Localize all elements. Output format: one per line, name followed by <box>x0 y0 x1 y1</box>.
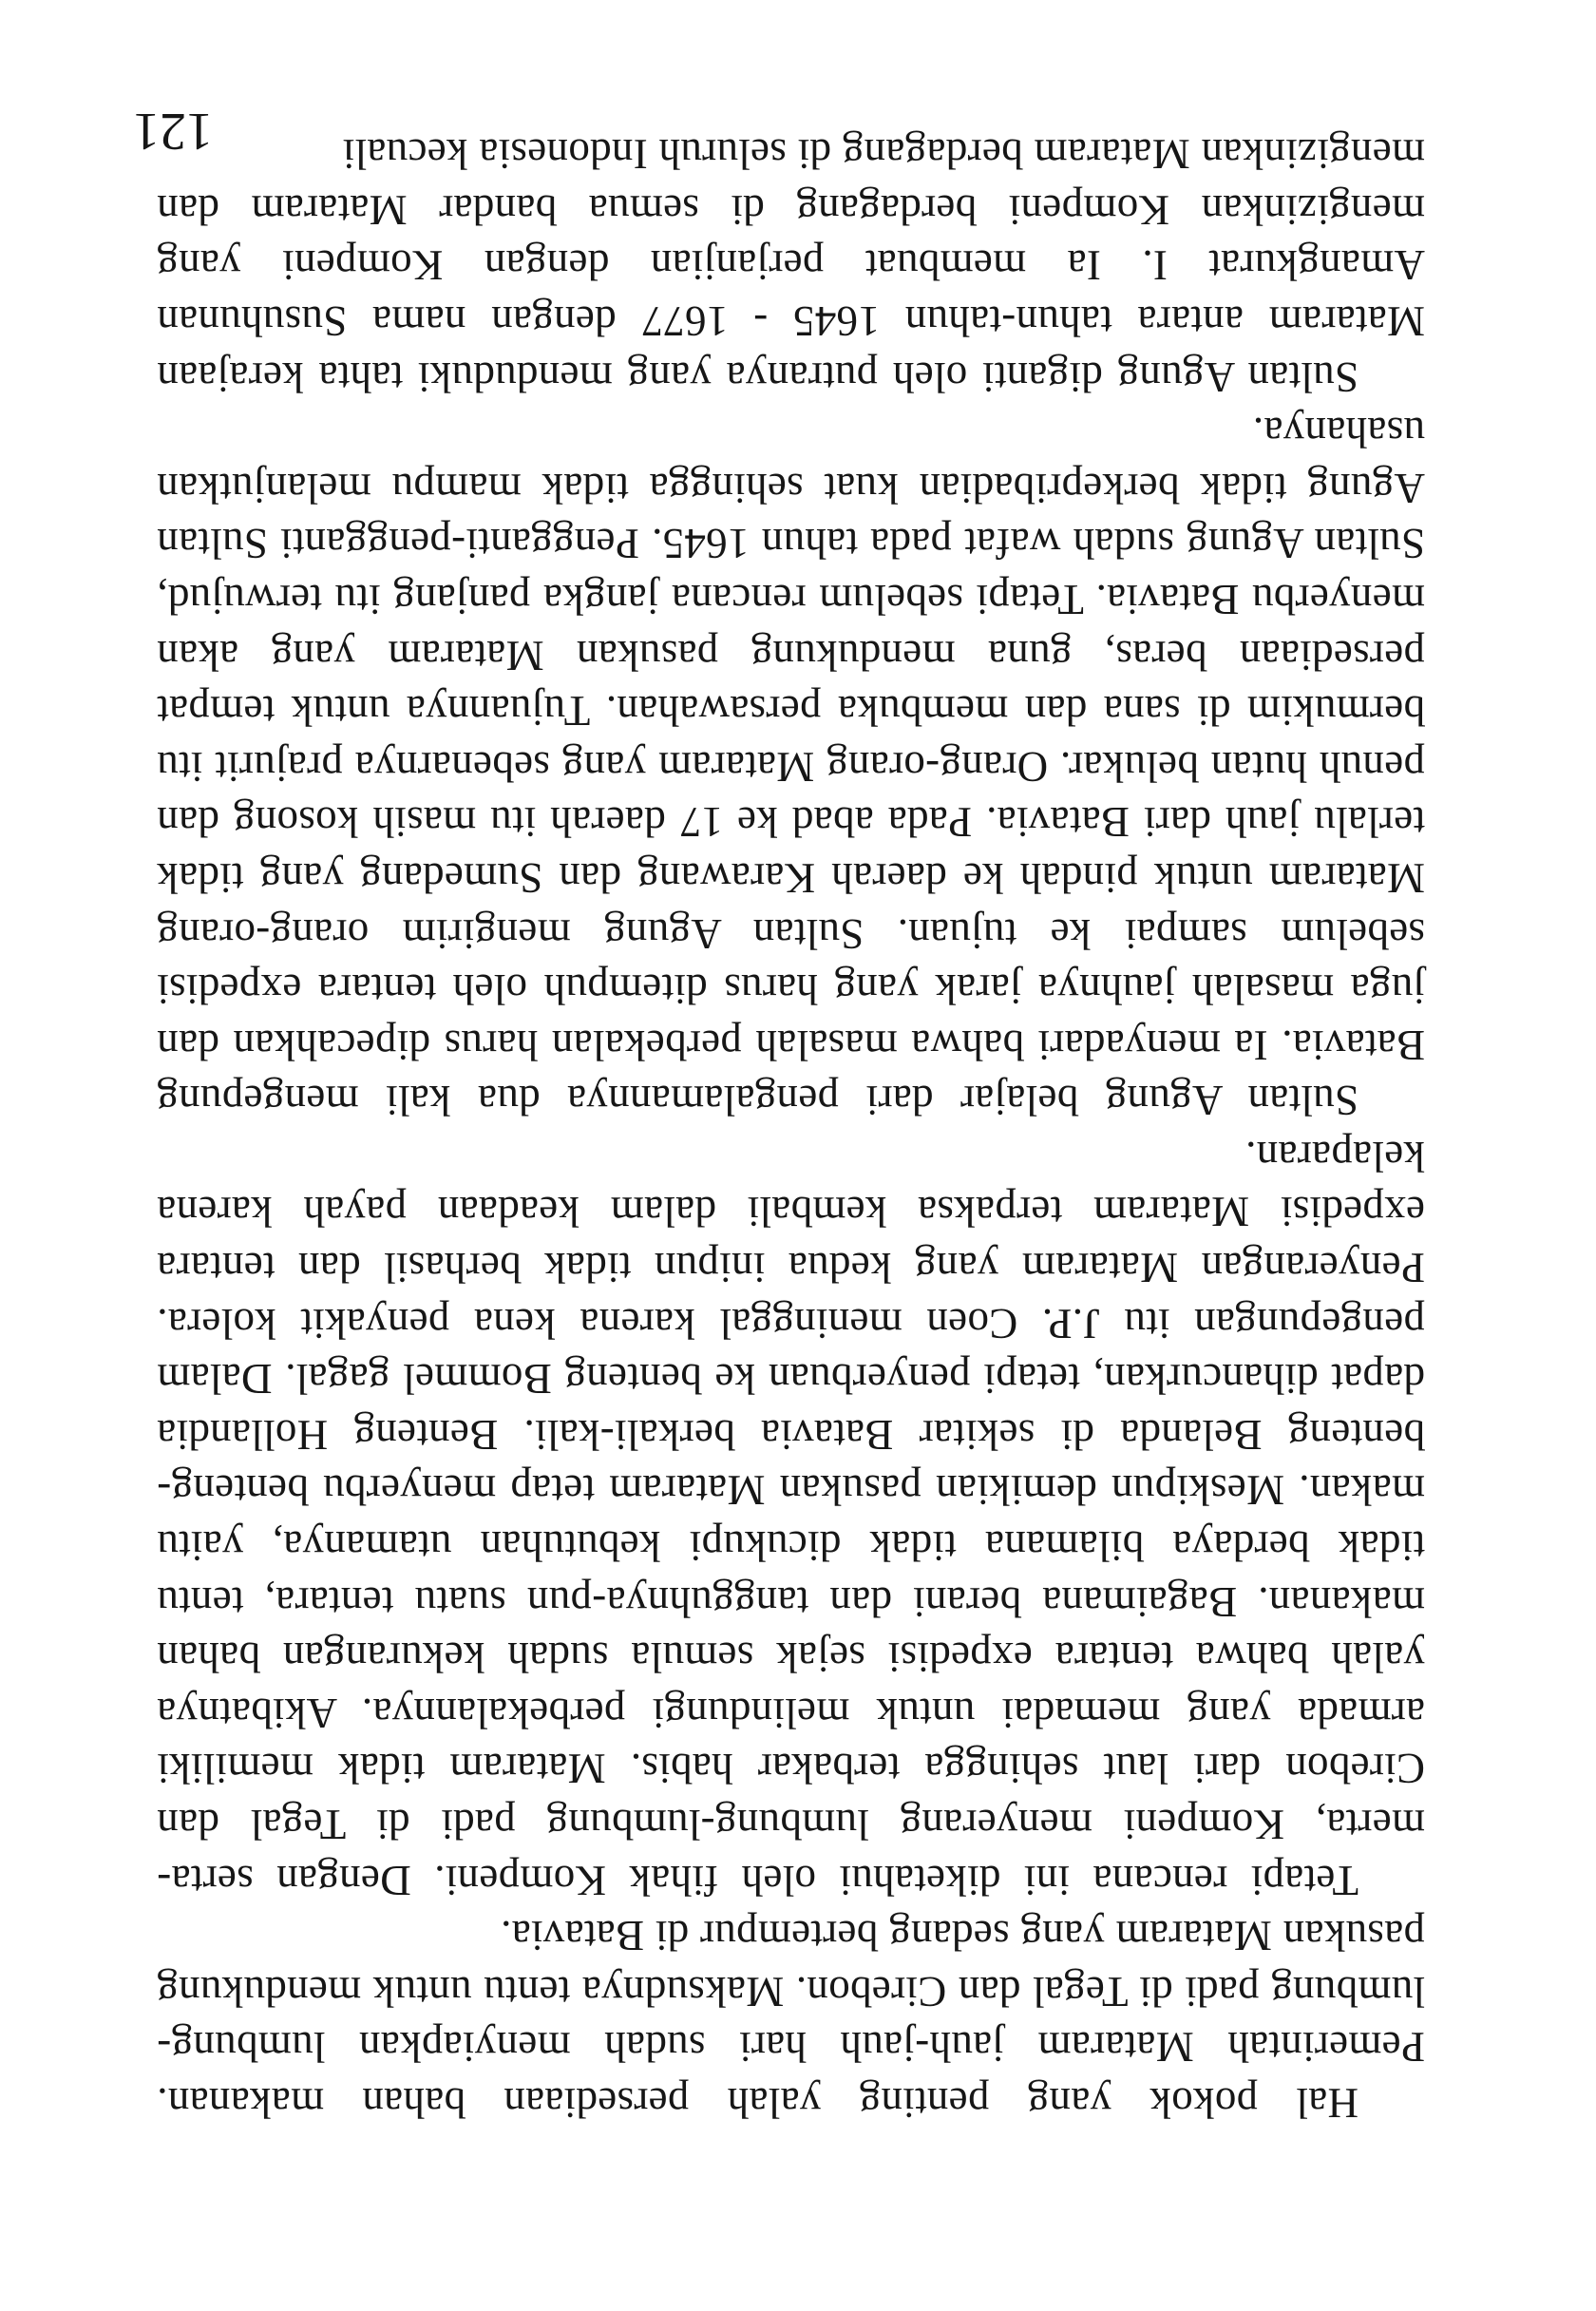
paragraph-3: Sultan Agung belajar dari pengalamannya dua kali mengepung Batavia. Ia menyadari bahwa masalah perbekalan harus dipecahkan dan juga masalah jauhnya jarak yang harus ditempuh oleh tentara expedisi sebelum sampai ke tujuan. Sultan Agung mengirim orang-orang Mataram untuk pindah ke daerah Karawang dan Sumedang yang tidak terlalu jauh dari Batavia. Pada abad ke 17 daerah itu masih kosong dan penuh hutan belukar. Orang-orang Mataram yang sebenarnya prajurit itu bermukim di sana dan membuka persawahan. Tujuannya untuk tempat persediaan beras, guna mendukung pasukan Mataram yang akan menyerbu Batavia. Tetapi sebelum rencana jangka panjang itu terwujud, Sultan Agung sudah wafat pada tahun 1645. Pengganti-pengganti Sultan Agung tidak berkepribadian kuat sehingga tidak mampu melanjutkan usahanya. <box>157 409 1425 1125</box>
paragraph-1: Hal pokok yang penting yalah persediaan bahan makanan. Pemerintah Mataram jauh-jauh hari sudah menyiapkan lumbung-lumbung padi di Tegal dan Cirebon. Maksudnya tentu untuk mendukung pasukan Mataram yang sedang bertempur di Batavia. <box>157 1912 1425 2127</box>
paragraph-4: Sultan Agung diganti oleh putranya yang menduduki tahta kerajaan Mataram antara tahun-tahun 1645 - 1677 dengan nama Susuhunan Amangkurat I. Ia membuat perjanjian dengan Kompeni yang mengizinkan Kompeni berdagang di semua bandar Mataram dan mengizinkan Mataram berdagang di seluruh Indonesia kecuali <box>157 130 1425 401</box>
page-number: 121 <box>133 102 213 161</box>
paragraph-2: Tetapi rencana ini diketahui oleh fihak Kompeni. Dengan serta-merta, Kompeni menyerang lumbung-lumbung padi di Tegal dan Cirebon dari laut sehingga terbakar habis. Mataram tidak memiliki armada yang memadai untuk melindungi perbekalannya. Akibatnya yalah bahwa tentara expedisi sejak semula sudah kekurangan bahan makanan. Bagaimana berani dan tangguhnya-pun suatu tentara, tentu tidak berdaya bilamana tidak dicukupi kebutuhan utamanya, yaitu makan. Meskipun demikian pasukan Mataram tetap menyerbu benteng-benteng Belanda di sekitar Batavia berkali-kali. Benteng Hollandia dapat dihancurkan, tetapi penyerbuan ke benteng Bommel gagal. Dalam pengepungan itu J.P. Coen meninggal karena kena penyakit kolera. Penyerangan Mataram yang kedua inipun tidak berhasil dan tentara expedisi Mataram terpaksa kembali dalam keadaan payah karena kelaparan. <box>157 1132 1425 1904</box>
body-text <box>157 126 1425 2130</box>
